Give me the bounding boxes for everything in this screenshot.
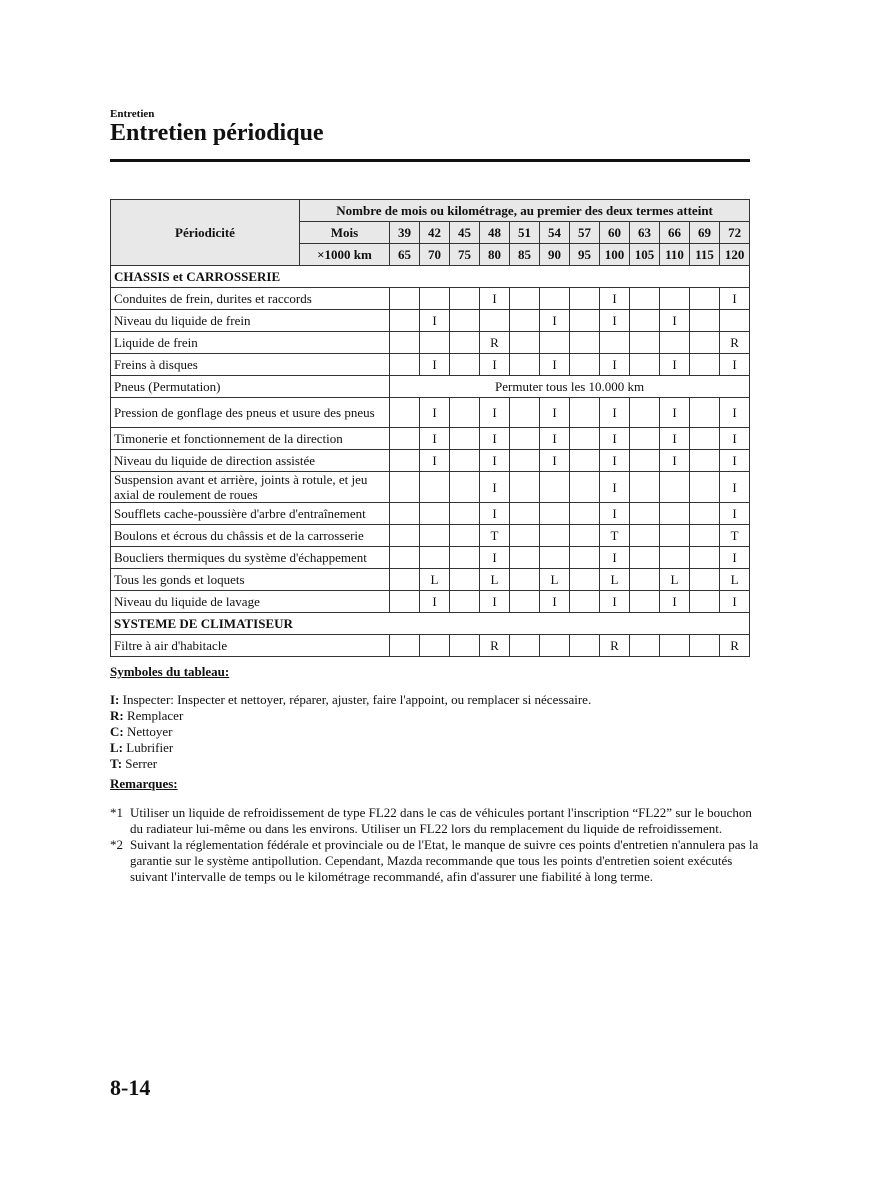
section-label: Entretien	[110, 108, 155, 120]
section-title: CHASSIS et CARROSSERIE	[111, 266, 750, 288]
notes-list	[110, 805, 760, 885]
schedule-cell	[690, 450, 720, 472]
schedule-cell: I	[420, 591, 450, 613]
table-row	[111, 398, 750, 428]
schedule-cell	[690, 310, 720, 332]
item-label: Freins à disques	[111, 354, 390, 376]
schedule-cell	[570, 547, 600, 569]
schedule-cell	[660, 635, 690, 657]
schedule-cell: I	[480, 591, 510, 613]
legend-list	[110, 692, 760, 772]
month-cell: 57	[570, 222, 600, 244]
table-body	[111, 266, 750, 657]
schedule-cell	[540, 472, 570, 503]
legend-text: Nettoyer	[123, 724, 173, 739]
schedule-cell: I	[480, 398, 510, 428]
schedule-cell: I	[480, 450, 510, 472]
schedule-cell	[660, 332, 690, 354]
schedule-cell	[690, 428, 720, 450]
schedule-cell	[510, 428, 540, 450]
schedule-cell	[690, 288, 720, 310]
km-label: ×1000 km	[300, 244, 390, 266]
schedule-cell	[480, 310, 510, 332]
schedule-cell	[510, 354, 540, 376]
legend-key: C:	[110, 724, 124, 739]
schedule-cell	[450, 310, 480, 332]
schedule-cell: I	[600, 450, 630, 472]
schedule-cell: R	[720, 635, 750, 657]
schedule-cell: I	[600, 354, 630, 376]
schedule-cell	[390, 398, 420, 428]
schedule-cell: I	[480, 503, 510, 525]
km-cell: 75	[450, 244, 480, 266]
table-row	[111, 591, 750, 613]
item-label: Niveau du liquide de frein	[111, 310, 390, 332]
schedule-cell: I	[420, 428, 450, 450]
schedule-cell: I	[540, 450, 570, 472]
km-cell: 90	[540, 244, 570, 266]
table-row	[111, 354, 750, 376]
month-cell: 72	[720, 222, 750, 244]
schedule-cell	[570, 591, 600, 613]
item-label: Pneus (Permutation)	[111, 376, 390, 398]
schedule-cell	[660, 503, 690, 525]
month-cell: 54	[540, 222, 570, 244]
schedule-cell: I	[720, 398, 750, 428]
schedule-cell: I	[720, 450, 750, 472]
schedule-cell	[630, 428, 660, 450]
schedule-cell	[510, 450, 540, 472]
schedule-cell: T	[600, 525, 630, 547]
schedule-cell	[690, 354, 720, 376]
schedule-cell	[630, 525, 660, 547]
schedule-cell: I	[480, 288, 510, 310]
schedule-cell: R	[600, 635, 630, 657]
schedule-cell	[540, 525, 570, 547]
schedule-cell: I	[600, 591, 630, 613]
item-label: Soufflets cache-poussière d'arbre d'entraînement	[111, 503, 390, 525]
schedule-cell	[690, 569, 720, 591]
schedule-cell	[510, 472, 540, 503]
schedule-cell: L	[600, 569, 630, 591]
item-label: Filtre à air d'habitacle	[111, 635, 390, 657]
note-mark: *1	[110, 805, 123, 820]
table-row	[111, 569, 750, 591]
legend-text: Lubrifier	[123, 740, 174, 755]
month-cell: 45	[450, 222, 480, 244]
schedule-cell: I	[720, 288, 750, 310]
schedule-cell: I	[600, 503, 630, 525]
schedule-cell: R	[720, 332, 750, 354]
schedule-cell	[540, 635, 570, 657]
item-label: Niveau du liquide de lavage	[111, 591, 390, 613]
schedule-cell: I	[540, 354, 570, 376]
schedule-cell	[570, 525, 600, 547]
item-label: Tous les gonds et loquets	[111, 569, 390, 591]
title-rule	[110, 159, 750, 162]
schedule-cell	[450, 332, 480, 354]
schedule-cell	[510, 398, 540, 428]
schedule-cell	[630, 354, 660, 376]
legend-heading: Symboles du tableau:	[110, 664, 230, 679]
schedule-cell	[570, 503, 600, 525]
schedule-cell	[510, 288, 540, 310]
schedule-cell	[540, 332, 570, 354]
schedule-cell	[720, 310, 750, 332]
schedule-cell	[630, 591, 660, 613]
item-label: Pression de gonflage des pneus et usure des pneus	[111, 398, 390, 428]
table-row	[111, 332, 750, 354]
table-row	[111, 635, 750, 657]
section-row	[111, 266, 750, 288]
schedule-cell	[390, 547, 420, 569]
section-row	[111, 613, 750, 635]
schedule-cell: I	[540, 398, 570, 428]
legend-item	[110, 740, 760, 756]
table-row	[111, 547, 750, 569]
schedule-cell: I	[660, 398, 690, 428]
schedule-cell	[450, 288, 480, 310]
schedule-cell	[570, 354, 600, 376]
km-cell: 110	[660, 244, 690, 266]
legend-text: Serrer	[122, 756, 158, 771]
schedule-cell: L	[420, 569, 450, 591]
schedule-cell	[510, 547, 540, 569]
schedule-cell	[540, 288, 570, 310]
km-cell: 100	[600, 244, 630, 266]
schedule-cell	[510, 503, 540, 525]
schedule-cell: I	[600, 398, 630, 428]
schedule-cell: L	[660, 569, 690, 591]
schedule-cell: I	[420, 398, 450, 428]
schedule-cell: I	[660, 310, 690, 332]
schedule-cell	[450, 569, 480, 591]
schedule-cell: T	[720, 525, 750, 547]
periodicity-header: Périodicité	[111, 200, 300, 266]
page-number: 8-14	[110, 1075, 151, 1100]
schedule-cell	[690, 635, 720, 657]
schedule-cell	[390, 428, 420, 450]
schedule-cell: I	[720, 354, 750, 376]
schedule-cell: I	[540, 428, 570, 450]
schedule-cell: I	[600, 428, 630, 450]
table-row	[111, 472, 750, 503]
schedule-cell: I	[600, 288, 630, 310]
schedule-cell	[540, 503, 570, 525]
schedule-cell: I	[600, 547, 630, 569]
note-text: Utiliser un liquide de refroidissement de type FL22 dans le cas de véhicules portant l'inscription “FL22” sur le bouchon du radiateur lui-même ou dans les environs. Utiliser un FL22 lors du remplacement du liquide de refroidissement.	[130, 805, 752, 836]
schedule-cell: I	[540, 310, 570, 332]
schedule-cell	[690, 547, 720, 569]
legend-item	[110, 756, 760, 772]
schedule-cell	[600, 332, 630, 354]
schedule-cell	[660, 547, 690, 569]
schedule-cell	[420, 547, 450, 569]
interval-header: Nombre de mois ou kilométrage, au premier des deux termes atteint	[300, 200, 750, 222]
schedule-cell: I	[600, 472, 630, 503]
notes-heading: Remarques:	[110, 776, 178, 791]
km-cell: 80	[480, 244, 510, 266]
schedule-cell: I	[720, 428, 750, 450]
legend	[110, 664, 760, 772]
table-row	[111, 525, 750, 547]
schedule-cell	[630, 547, 660, 569]
schedule-cell: I	[600, 310, 630, 332]
legend-item	[110, 692, 760, 708]
month-cell: 66	[660, 222, 690, 244]
schedule-cell	[510, 310, 540, 332]
legend-item	[110, 708, 760, 724]
schedule-cell	[630, 288, 660, 310]
schedule-cell	[510, 635, 540, 657]
table-row	[111, 376, 750, 398]
schedule-cell	[630, 398, 660, 428]
schedule-cell: I	[420, 450, 450, 472]
schedule-cell	[630, 635, 660, 657]
note-item	[110, 805, 760, 837]
schedule-cell	[390, 332, 420, 354]
schedule-cell: I	[720, 547, 750, 569]
maintenance-table	[110, 199, 750, 657]
legend-item	[110, 724, 760, 740]
legend-text: Remplacer	[123, 708, 184, 723]
item-label: Niveau du liquide de direction assistée	[111, 450, 390, 472]
schedule-cell	[390, 354, 420, 376]
schedule-cell	[510, 332, 540, 354]
schedule-cell	[630, 450, 660, 472]
item-label: Boulons et écrous du châssis et de la carrosserie	[111, 525, 390, 547]
schedule-cell	[660, 472, 690, 503]
schedule-cell	[450, 635, 480, 657]
schedule-cell	[390, 591, 420, 613]
legend-key: L:	[110, 740, 123, 755]
schedule-cell: I	[480, 472, 510, 503]
schedule-cell	[390, 472, 420, 503]
item-label: Boucliers thermiques du système d'échappement	[111, 547, 390, 569]
table-header	[111, 200, 750, 266]
legend-text: Inspecter: Inspecter et nettoyer, réparer, ajuster, faire l'appoint, ou remplacer si nécessaire.	[119, 692, 592, 707]
schedule-cell	[420, 525, 450, 547]
schedule-cell: I	[720, 591, 750, 613]
schedule-cell	[570, 288, 600, 310]
schedule-cell	[570, 310, 600, 332]
schedule-cell: L	[480, 569, 510, 591]
month-cell: 39	[390, 222, 420, 244]
schedule-cell	[420, 472, 450, 503]
schedule-cell: I	[720, 503, 750, 525]
note-text: Suivant la réglementation fédérale et provinciale ou de l'Etat, le manque de suivre ces points d'entretien n'annulera pas la garantie sur le système antipollution. Cependant, Mazda recommande que tous les points d'entretien soient exécutés suivant l'intervalle de temps ou le kilométrage recommandé, afin d'assurer une fiabilité à long terme.	[130, 837, 759, 884]
schedule-cell	[570, 569, 600, 591]
schedule-cell	[420, 503, 450, 525]
schedule-cell	[690, 503, 720, 525]
schedule-cell	[420, 332, 450, 354]
schedule-cell	[690, 591, 720, 613]
schedule-cell	[390, 525, 420, 547]
schedule-cell	[570, 635, 600, 657]
schedule-cell	[510, 591, 540, 613]
notes	[110, 776, 760, 885]
span-cell: Permuter tous les 10.000 km	[390, 376, 750, 398]
item-label: Conduites de frein, durites et raccords	[111, 288, 390, 310]
schedule-cell	[540, 547, 570, 569]
schedule-cell	[450, 428, 480, 450]
legend-key: T:	[110, 756, 123, 771]
page-title: Entretien périodique	[110, 120, 324, 146]
note-item	[110, 837, 760, 885]
km-cell: 105	[630, 244, 660, 266]
section-title: SYSTEME DE CLIMATISEUR	[111, 613, 750, 635]
table-row	[111, 450, 750, 472]
month-cell: 63	[630, 222, 660, 244]
item-label: Timonerie et fonctionnement de la direction	[111, 428, 390, 450]
km-cell: 65	[390, 244, 420, 266]
schedule-cell	[450, 450, 480, 472]
schedule-cell: I	[660, 354, 690, 376]
schedule-cell	[510, 569, 540, 591]
schedule-cell	[450, 503, 480, 525]
schedule-cell	[630, 472, 660, 503]
schedule-cell	[570, 472, 600, 503]
month-cell: 60	[600, 222, 630, 244]
schedule-cell	[390, 503, 420, 525]
schedule-cell	[690, 332, 720, 354]
schedule-cell: I	[660, 428, 690, 450]
schedule-cell	[450, 547, 480, 569]
schedule-cell: L	[540, 569, 570, 591]
schedule-cell: L	[720, 569, 750, 591]
schedule-cell: T	[480, 525, 510, 547]
schedule-cell	[570, 332, 600, 354]
schedule-cell	[660, 288, 690, 310]
schedule-cell	[420, 288, 450, 310]
schedule-cell	[420, 635, 450, 657]
schedule-cell: I	[480, 428, 510, 450]
schedule-cell	[570, 398, 600, 428]
schedule-cell	[570, 450, 600, 472]
schedule-cell	[630, 569, 660, 591]
schedule-cell: I	[720, 472, 750, 503]
schedule-cell	[630, 310, 660, 332]
schedule-cell	[390, 450, 420, 472]
months-label: Mois	[300, 222, 390, 244]
table-row	[111, 288, 750, 310]
month-cell: 51	[510, 222, 540, 244]
schedule-cell	[510, 525, 540, 547]
table-row	[111, 428, 750, 450]
schedule-cell: I	[660, 591, 690, 613]
schedule-cell	[450, 354, 480, 376]
schedule-cell	[690, 472, 720, 503]
schedule-cell	[660, 525, 690, 547]
schedule-cell: R	[480, 332, 510, 354]
schedule-cell	[390, 310, 420, 332]
item-label: Liquide de frein	[111, 332, 390, 354]
schedule-cell: I	[420, 310, 450, 332]
schedule-cell	[450, 591, 480, 613]
schedule-cell	[570, 428, 600, 450]
km-cell: 115	[690, 244, 720, 266]
schedule-cell	[450, 472, 480, 503]
month-cell: 42	[420, 222, 450, 244]
table-row	[111, 503, 750, 525]
schedule-cell	[390, 288, 420, 310]
schedule-cell	[630, 332, 660, 354]
schedule-cell	[450, 398, 480, 428]
schedule-cell: R	[480, 635, 510, 657]
schedule-cell	[390, 635, 420, 657]
item-label: Suspension avant et arrière, joints à rotule, et jeu axial de roulement de roues	[111, 472, 390, 503]
schedule-cell: I	[420, 354, 450, 376]
month-cell: 48	[480, 222, 510, 244]
schedule-cell	[690, 398, 720, 428]
schedule-cell: I	[480, 547, 510, 569]
schedule-cell	[630, 503, 660, 525]
schedule-cell: I	[660, 450, 690, 472]
km-cell: 95	[570, 244, 600, 266]
schedule-cell: I	[540, 591, 570, 613]
schedule-cell	[690, 525, 720, 547]
schedule-cell: I	[480, 354, 510, 376]
legend-key: R:	[110, 708, 124, 723]
note-mark: *2	[110, 837, 123, 852]
km-cell: 85	[510, 244, 540, 266]
table-row	[111, 310, 750, 332]
km-cell: 120	[720, 244, 750, 266]
legend-key: I:	[110, 692, 120, 707]
month-cell: 69	[690, 222, 720, 244]
schedule-cell	[390, 569, 420, 591]
header-row	[111, 200, 750, 222]
schedule-cell	[450, 525, 480, 547]
km-cell: 70	[420, 244, 450, 266]
